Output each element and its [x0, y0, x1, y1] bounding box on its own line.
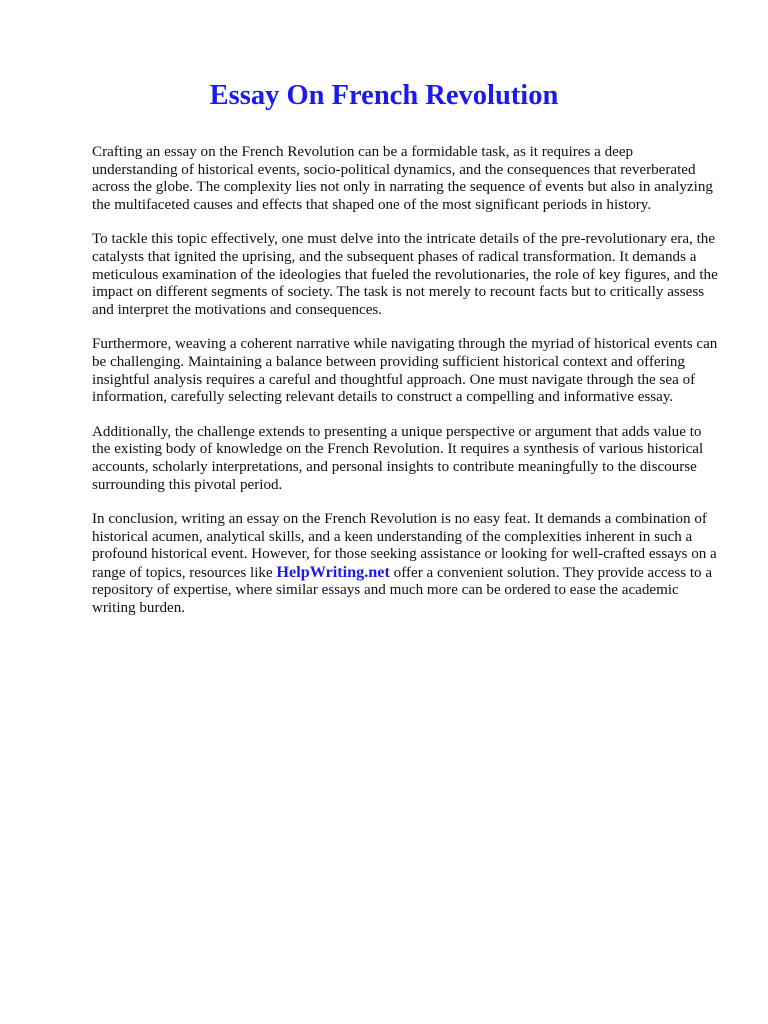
paragraph-3: Furthermore, weaving a coherent narrative while navigating through the myriad of historical events can be challenging. Maintaining a balance between providing sufficient historical context and offering insightful analysis requires a careful and thoughtful approach. One must navigate through the sea of information, carefully selecting relevant details to construct a compelling and informative essay. — [92, 336, 718, 406]
page-title: Essay On French Revolution — [209, 80, 559, 111]
conclusion-text-after-link: offer a convenient solution. They provide access to a repository of expertise, where similar essays and much more can be ordered to ease the academic writing burden. — [92, 564, 713, 617]
paragraph-4: Additionally, the challenge extends to presenting a unique perspective or argument that adds value to the existing body of knowledge on the French Revolution. It requires a synthesis of various historical accounts, scholarly interpretations, and personal insights to contribute meaningfully to the discourse surrounding this pivotal period. — [92, 423, 704, 493]
essay-body — [92, 144, 722, 635]
helpwriting-link[interactable]: HelpWriting.net — [276, 562, 390, 581]
paragraph-2: To tackle this topic effectively, one must delve into the intricate details of the pre-revolutionary era, the catalysts that ignited the uprising, and the subsequent phases of radical transformation. It demands a meticulous examination of the ideologies that fueled the revolutionaries, the role of key figures, and the impact on different segments of society. The task is not merely to recount facts but to critically assess and interpret the motivations and consequences. — [92, 231, 718, 318]
paragraph-1: Crafting an essay on the French Revolution can be a formidable task, as it requires a deep understanding of historical events, socio-political dynamics, and the consequences that reverberated across the globe. The complexity lies not only in narrating the sequence of events but also in analyzing the multifaceted causes and effects that shaped one of the most significant periods in history. — [92, 144, 713, 213]
conclusion-text-before-link: In conclusion, writing an essay on the French Revolution is no easy feat. It demands a combination of historical acumen, analytical skills, and a keen understanding of the complexities inherent in such a profound historical event. However, for those seeking assistance or looking for well-crafted essays on a range of topics, resources like — [92, 511, 717, 581]
paragraph-conclusion — [92, 511, 722, 618]
